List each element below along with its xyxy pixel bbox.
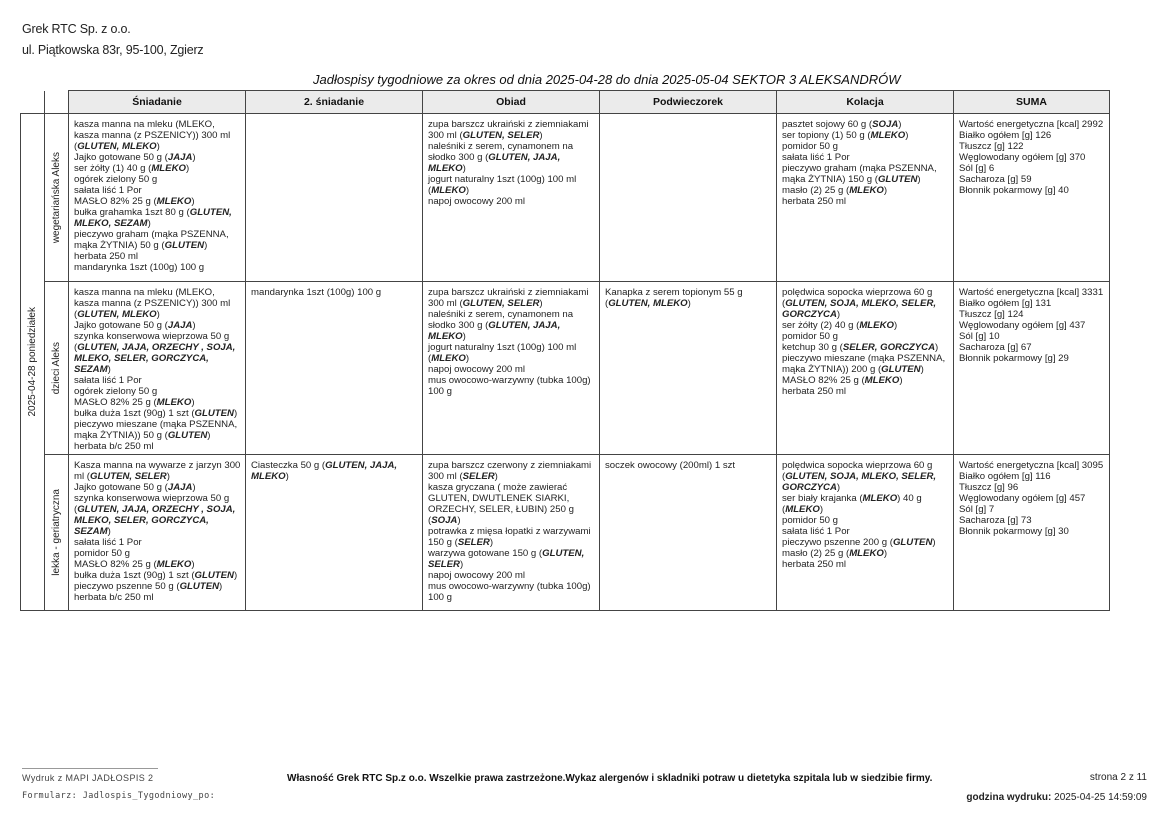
menu-line: ser żółty (1) 40 g (MLEKO) [74, 163, 190, 174]
company-name: Grek RTC Sp. z o.o. [22, 22, 131, 36]
nutrition-line: Sól [g] 10 [959, 331, 1000, 342]
nutrition-line: Sól [g] 7 [959, 504, 995, 515]
menu-line: mandarynka 1szt (100g) 100 g [74, 262, 205, 273]
menu-line: ser biały krajanka (MLEKO) 40 g (MLEKO) [782, 493, 922, 515]
diet-cell [45, 282, 69, 455]
table-row [21, 114, 1110, 282]
menu-line: kasza manna na mleku (MLEKO, kasza manna (z PSZENICY)) 300 ml [74, 287, 231, 309]
menu-line: (GLUTEN, MLEKO) [74, 309, 160, 320]
menu-line: pieczywo graham (mąka PSZENNA, mąka ŻYTNIA) 150 g (GLUTEN) [782, 163, 937, 185]
menu-line: herbata 250 ml [74, 251, 138, 262]
meal-cell [246, 114, 423, 282]
print-source: Wydruk z MAPI JADŁOSPIS 2 [22, 773, 154, 783]
menu-line: bułka grahamka 1szt 80 g (GLUTEN, MLEKO, SEZAM) [74, 207, 232, 229]
corner-cell [45, 91, 69, 114]
menu-line: mus owocowo-warzywny (tubka 100g) 100 g [428, 375, 591, 397]
menu-line: masło (2) 25 g (MLEKO) [782, 548, 888, 559]
menu-line: MASŁO 82% 25 g (MLEKO) [782, 375, 903, 386]
diet-cell [45, 455, 69, 611]
col-header-breakfast: Śniadanie [69, 91, 246, 114]
nutrition-line: Wartość energetyczna [kcal] 2992 [959, 119, 1104, 130]
menu-line: mandarynka 1szt (100g) 100 g [251, 287, 382, 298]
menu-line: szynka konserwowa wieprzowa 50 g (GLUTEN, JAJA, ORZECHY , SOJA, MLEKO, SELER, GORCZYCA, SEZAM) [74, 331, 236, 375]
menu-line: szynka konserwowa wieprzowa 50 g (GLUTEN, JAJA, ORZECHY , SOJA, MLEKO, SELER, GORCZYCA, SEZAM) [74, 493, 236, 537]
menu-line: potrawka z mięsa łopatki z warzywami 150 g (SELER) [428, 526, 591, 548]
meal-cell [777, 455, 954, 611]
nutrition-line: Sacharoza [g] 67 [959, 342, 1032, 353]
menu-line: MASŁO 82% 25 g (MLEKO) [74, 559, 195, 570]
diet-label: wegetariańska Aleks [51, 151, 62, 244]
menu-line: sałata liść 1 Por [782, 152, 850, 163]
menu-line: pomidor 50 g [782, 331, 838, 342]
copyright-notice: Własność Grek RTC Sp.z o.o. Wszelkie prawa zastrzeżone.Wykaz alergenów i skladniki potraw u dietetyka szpitala lub w siedzibie firmy. [287, 773, 933, 784]
menu-line: pieczywo mieszane (mąka PSZENNA, mąka ŻYTNIA)) 50 g (GLUTEN) [74, 419, 238, 441]
col-header-dinner: Kolacja [777, 91, 954, 114]
menu-line: Jajko gotowane 50 g (JAJA) [74, 482, 196, 493]
summary-cell [954, 282, 1110, 455]
corner-cell [21, 91, 45, 114]
menu-line: masło (2) 25 g (MLEKO) [782, 185, 888, 196]
menu-line: pieczywo mieszane (mąka PSZENNA, mąka ŻYTNIA)) 200 g (GLUTEN) [782, 353, 946, 375]
nutrition-line: Sacharoza [g] 73 [959, 515, 1032, 526]
menu-line: Kasza manna na wywarze z jarzyn 300 ml (GLUTEN, SELER) [74, 460, 241, 482]
menu-line: mus owocowo-warzywny (tubka 100g) 100 g [428, 581, 591, 603]
meal-cell [69, 282, 246, 455]
meal-cell [423, 282, 600, 455]
menu-line: kasza gryczana ( może zawierać GLUTEN, DWUTLENEK SIARKI, ORZECHY, SELER, ŁUBIN) 250 g (SOJA) [428, 482, 574, 526]
print-time [966, 792, 1147, 803]
menu-line: pieczywo graham (mąka PSZENNA, mąka ŻYTNIA) 50 g (GLUTEN) [74, 229, 229, 251]
nutrition-line: Węglowodany ogółem [g] 457 [959, 493, 1086, 504]
menu-line: soczek owocowy (200ml) 1 szt [605, 460, 736, 471]
print-time-label: godzina wydruku: [966, 792, 1052, 803]
meal-cell [246, 455, 423, 611]
nutrition-line: Białko ogółem [g] 126 [959, 130, 1052, 141]
nutrition-line: Białko ogółem [g] 131 [959, 298, 1052, 309]
menu-line: herbata 250 ml [782, 196, 846, 207]
nutrition-line: Tłuszcz [g] 96 [959, 482, 1019, 493]
menu-line: ketchup 30 g (SELER, GORCZYCA) [782, 342, 939, 353]
menu-line: jogurt naturalny 1szt (100g) 100 ml (MLEKO) [428, 174, 577, 196]
menu-line: Kanapka z serem topionym 55 g (GLUTEN, MLEKO) [605, 287, 743, 309]
menu-line: zupa barszcz ukraiński z ziemniakami 300 ml (GLUTEN, SELER) [428, 119, 589, 141]
company-address: ul. Piątkowska 83r, 95-100, Zgierz [22, 43, 204, 57]
menu-line: MASŁO 82% 25 g (MLEKO) [74, 196, 195, 207]
page-title: Jadłospisy tygodniowe za okres od dnia 2025-04-28 do dnia 2025-05-04 SEKTOR 3 ALEKSANDRÓW [313, 72, 901, 87]
meal-cell [423, 455, 600, 611]
menu-line: sałata liść 1 Por [74, 185, 142, 196]
meal-cell [777, 114, 954, 282]
col-header-second-breakfast: 2. śniadanie [246, 91, 423, 114]
menu-line: bułka duża 1szt (90g) 1 szt (GLUTEN) [74, 570, 238, 581]
menu-line: Jajko gotowane 50 g (JAJA) [74, 152, 196, 163]
col-header-lunch: Obiad [423, 91, 600, 114]
menu-line: sałata liść 1 Por [74, 375, 142, 386]
meal-cell [246, 282, 423, 455]
menu-line: naleśniki z serem, cynamonem na słodko 300 g (GLUTEN, JAJA, MLEKO) [428, 141, 574, 174]
nutrition-line: Sól [g] 6 [959, 163, 995, 174]
menu-line: napoj owocowy 200 ml [428, 196, 526, 207]
menu-line: jogurt naturalny 1szt (100g) 100 ml (MLEKO) [428, 342, 577, 364]
diet-cell [45, 114, 69, 282]
menu-line: ogórek zielony 50 g [74, 174, 158, 185]
page-number: strona 2 z 11 [1089, 772, 1147, 783]
meal-cell [69, 455, 246, 611]
menu-line: naleśniki z serem, cynamonem na słodko 300 g (GLUTEN, JAJA, MLEKO) [428, 309, 574, 342]
menu-line: kasza manna na mleku (MLEKO, kasza manna (z PSZENICY)) 300 ml [74, 119, 231, 141]
menu-line: herbata b/c 250 ml [74, 592, 154, 603]
menu-line: napoj owocowy 200 ml [428, 364, 526, 375]
menu-line: sałata liść 1 Por [74, 537, 142, 548]
form-name: Formularz: Jadlospis_Tygodniowy_po: [22, 791, 216, 801]
meal-cell [600, 455, 777, 611]
table-row [21, 455, 1110, 611]
table-row [21, 282, 1110, 455]
menu-line: ser topiony (1) 50 g (MLEKO) [782, 130, 909, 141]
meal-cell [69, 114, 246, 282]
nutrition-line: Węglowodany ogółem [g] 437 [959, 320, 1086, 331]
menu-line: pomidor 50 g [74, 548, 130, 559]
menu-line: zupa barszcz ukraiński z ziemniakami 300 ml (GLUTEN, SELER) [428, 287, 589, 309]
meal-cell [600, 282, 777, 455]
col-header-sum: SUMA [954, 91, 1110, 114]
day-label: 2025-04-28 poniedziałek [27, 307, 38, 417]
menu-line: warzywa gotowane 150 g (GLUTEN, SELER) [428, 548, 585, 570]
header-row [21, 91, 1110, 114]
summary-cell [954, 455, 1110, 611]
meal-cell [777, 282, 954, 455]
menu-line: zupa barszcz czerwony z ziemniakami 300 ml (SELER) [428, 460, 592, 482]
menu-line: sałata liść 1 Por [782, 526, 850, 537]
nutrition-line: Sacharoza [g] 59 [959, 174, 1032, 185]
menu-table [20, 90, 1110, 611]
menu-line: polędwica sopocka wieprzowa 60 g (GLUTEN, SOJA, MLEKO, SELER, GORCZYCA) [782, 460, 937, 493]
meal-cell [423, 114, 600, 282]
menu-line: ser żółty (2) 40 g (MLEKO) [782, 320, 898, 331]
nutrition-line: Tłuszcz [g] 124 [959, 309, 1024, 320]
menu-line: pieczywo pszenne 50 g (GLUTEN) [74, 581, 223, 592]
nutrition-line: Błonnik pokarmowy [g] 30 [959, 526, 1069, 537]
nutrition-line: Błonnik pokarmowy [g] 29 [959, 353, 1069, 364]
nutrition-line: Węglowodany ogółem [g] 370 [959, 152, 1086, 163]
menu-line: napoj owocowy 200 ml [428, 570, 526, 581]
diet-label: dzieci Aleks [51, 341, 62, 395]
menu-line: herbata 250 ml [782, 386, 846, 397]
menu-line: pomidor 50 g [782, 515, 838, 526]
col-header-afternoon-snack: Podwieczorek [600, 91, 777, 114]
diet-label: lekka - geriatryczna [51, 489, 62, 576]
menu-line: MASŁO 82% 25 g (MLEKO) [74, 397, 195, 408]
menu-line: pasztet sojowy 60 g (SOJA) [782, 119, 902, 130]
menu-line: Ciasteczka 50 g (GLUTEN, JAJA, MLEKO) [251, 460, 398, 482]
menu-line: herbata 250 ml [782, 559, 846, 570]
summary-cell [954, 114, 1110, 282]
nutrition-line: Białko ogółem [g] 116 [959, 471, 1051, 482]
nutrition-line: Błonnik pokarmowy [g] 40 [959, 185, 1069, 196]
menu-line: herbata b/c 250 ml [74, 441, 154, 452]
menu-line: bułka duża 1szt (90g) 1 szt (GLUTEN) [74, 408, 238, 419]
menu-line: (GLUTEN, MLEKO) [74, 141, 160, 152]
meal-cell [600, 114, 777, 282]
menu-line: pieczywo pszenne 200 g (GLUTEN) [782, 537, 936, 548]
print-time-value: 2025-04-25 14:59:09 [1054, 792, 1147, 803]
nutrition-line: Wartość energetyczna [kcal] 3095 [959, 460, 1104, 471]
menu-line: Jajko gotowane 50 g (JAJA) [74, 320, 196, 331]
nutrition-line: Wartość energetyczna [kcal] 3331 [959, 287, 1104, 298]
menu-line: pomidor 50 g [782, 141, 838, 152]
day-cell [21, 114, 45, 611]
nutrition-line: Tłuszcz [g] 122 [959, 141, 1024, 152]
menu-line: polędwica sopocka wieprzowa 60 g (GLUTEN, SOJA, MLEKO, SELER, GORCZYCA) [782, 287, 937, 320]
menu-line: ogórek zielony 50 g [74, 386, 158, 397]
footer-divider [22, 768, 158, 769]
